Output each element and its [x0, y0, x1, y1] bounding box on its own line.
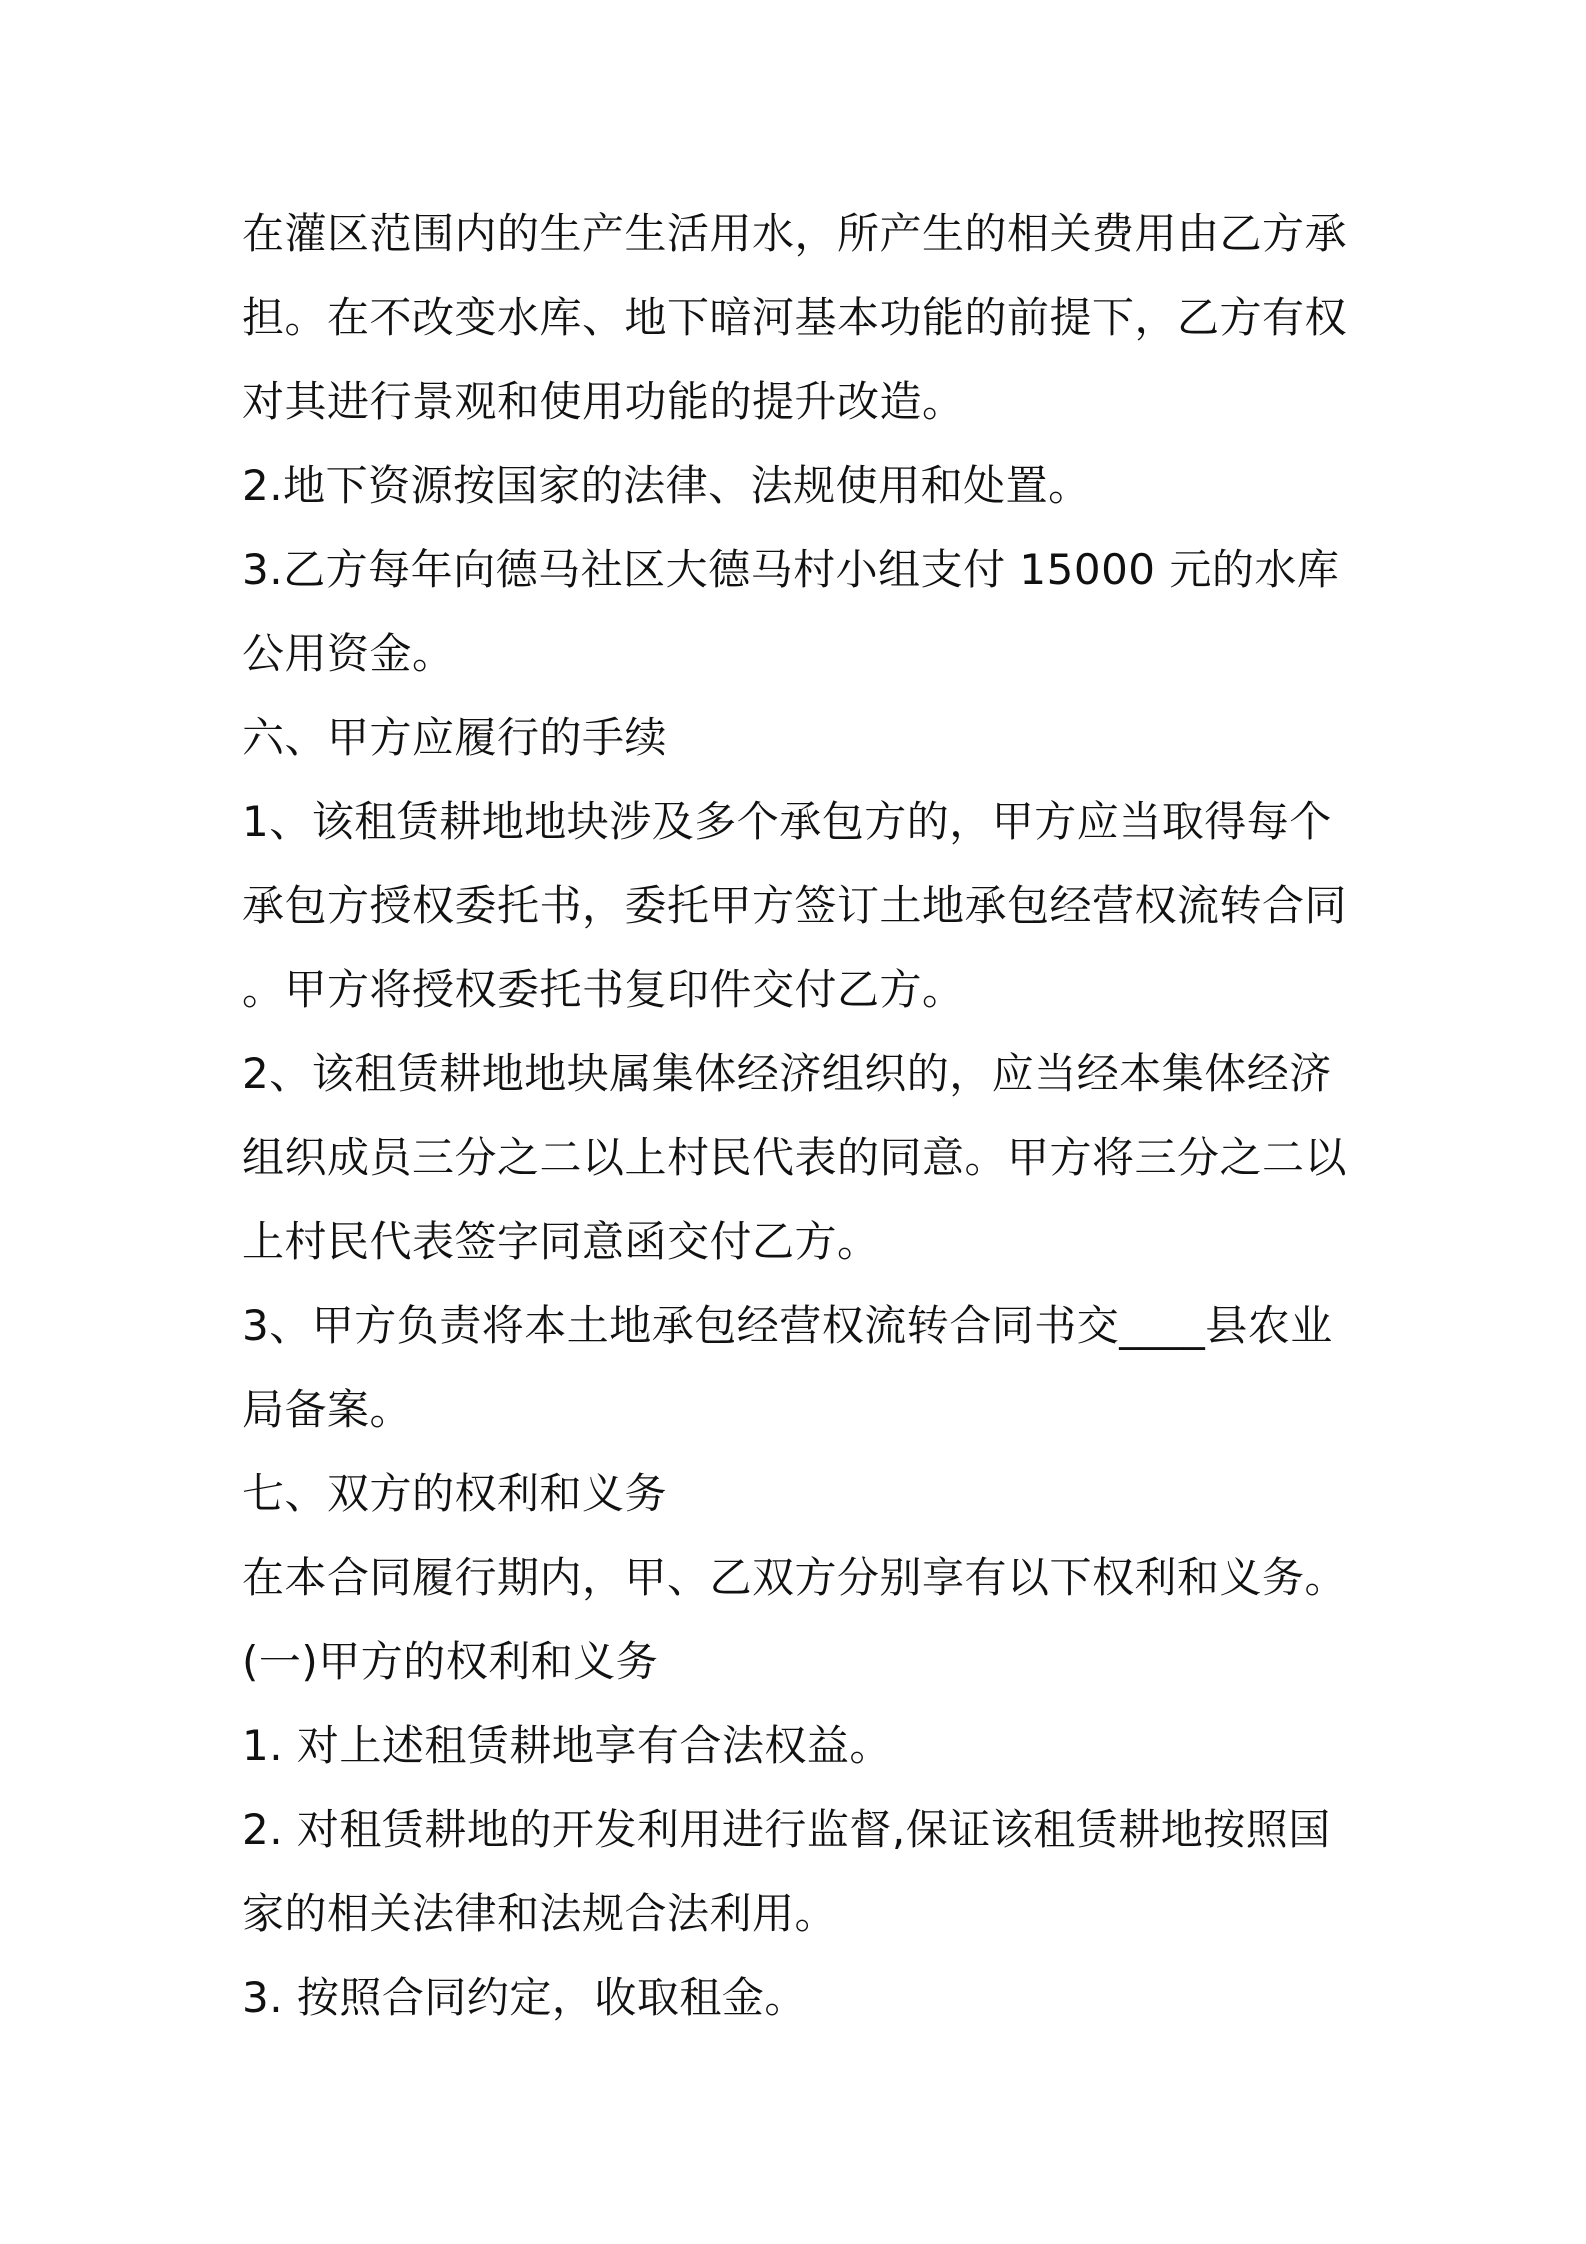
section-heading: 七、双方的权利和义务	[242, 1469, 668, 1518]
text-line: 3、甲方负责将本土地承包经营权流转合同书交____县农业	[242, 1301, 1333, 1350]
text-line: 承包方授权委托书，委托甲方签订土地承包经营权流转合同	[242, 881, 1348, 930]
text-line: 3.乙方每年向德马社区大德马村小组支付 15000 元的水库	[242, 545, 1340, 594]
text-line: 家的相关法律和法规合法利用。	[242, 1889, 838, 1938]
text-line: 担。在不改变水库、地下暗河基本功能的前提下，乙方有权	[242, 293, 1348, 342]
text-line: 。甲方将授权委托书复印件交付乙方。	[242, 965, 965, 1014]
text-line: 2.地下资源按国家的法律、法规使用和处置。	[242, 461, 1091, 510]
document-body	[242, 192, 1362, 2040]
text-line: 组织成员三分之二以上村民代表的同意。甲方将三分之二以	[242, 1133, 1348, 1182]
text-line: 公用资金。	[242, 629, 455, 678]
text-line: 在本合同履行期内，甲、乙双方分别享有以下权利和义务。	[242, 1553, 1348, 1602]
text-line: 3. 按照合同约定，收取租金。	[242, 1973, 807, 2022]
section-heading: 六、甲方应履行的手续	[242, 713, 668, 762]
subsection-heading: (一)甲方的权利和义务	[242, 1637, 659, 1686]
text-line: 在灌区范围内的生产生活用水，所产生的相关费用由乙方承	[242, 209, 1348, 258]
text-line: 1. 对上述租赁耕地享有合法权益。	[242, 1721, 892, 1770]
text-line: 上村民代表签字同意函交付乙方。	[242, 1217, 880, 1266]
text-line: 1、该租赁耕地地块涉及多个承包方的，甲方应当取得每个	[242, 797, 1332, 846]
text-line: 2. 对租赁耕地的开发利用进行监督,保证该租赁耕地按照国	[242, 1805, 1331, 1854]
text-line: 对其进行景观和使用功能的提升改造。	[242, 377, 965, 426]
text-line: 局备案。	[242, 1385, 413, 1434]
text-line: 2、该租赁耕地地块属集体经济组织的，应当经本集体经济	[242, 1049, 1332, 1098]
